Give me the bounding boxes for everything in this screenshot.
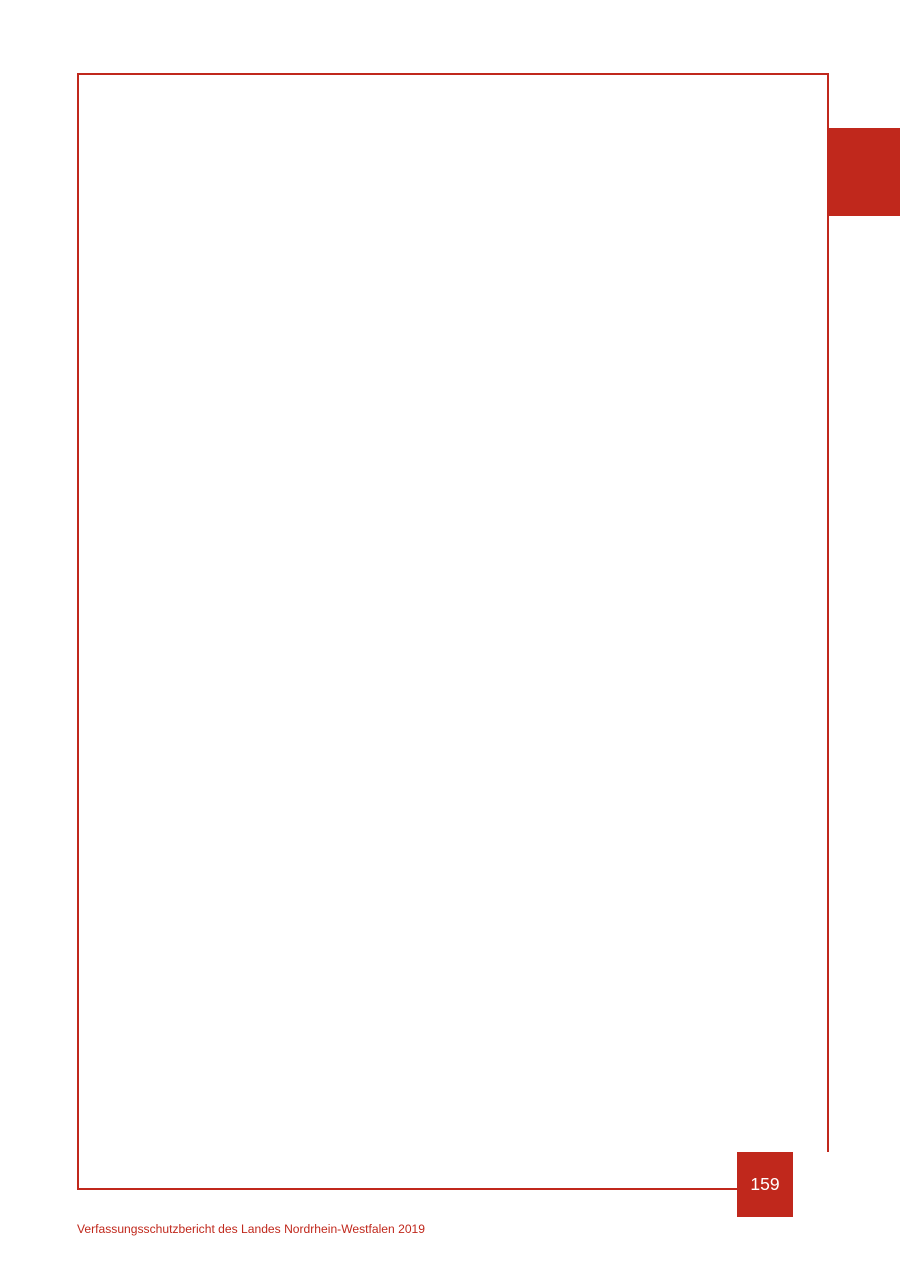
document-footer: Verfassungsschutzbericht des Landes Nordrhein-Westfalen 2019 [77, 1222, 426, 1236]
page-number-badge: 159 [737, 1152, 793, 1217]
chapter-color-tab [827, 128, 900, 216]
page-border-frame [77, 73, 829, 1190]
